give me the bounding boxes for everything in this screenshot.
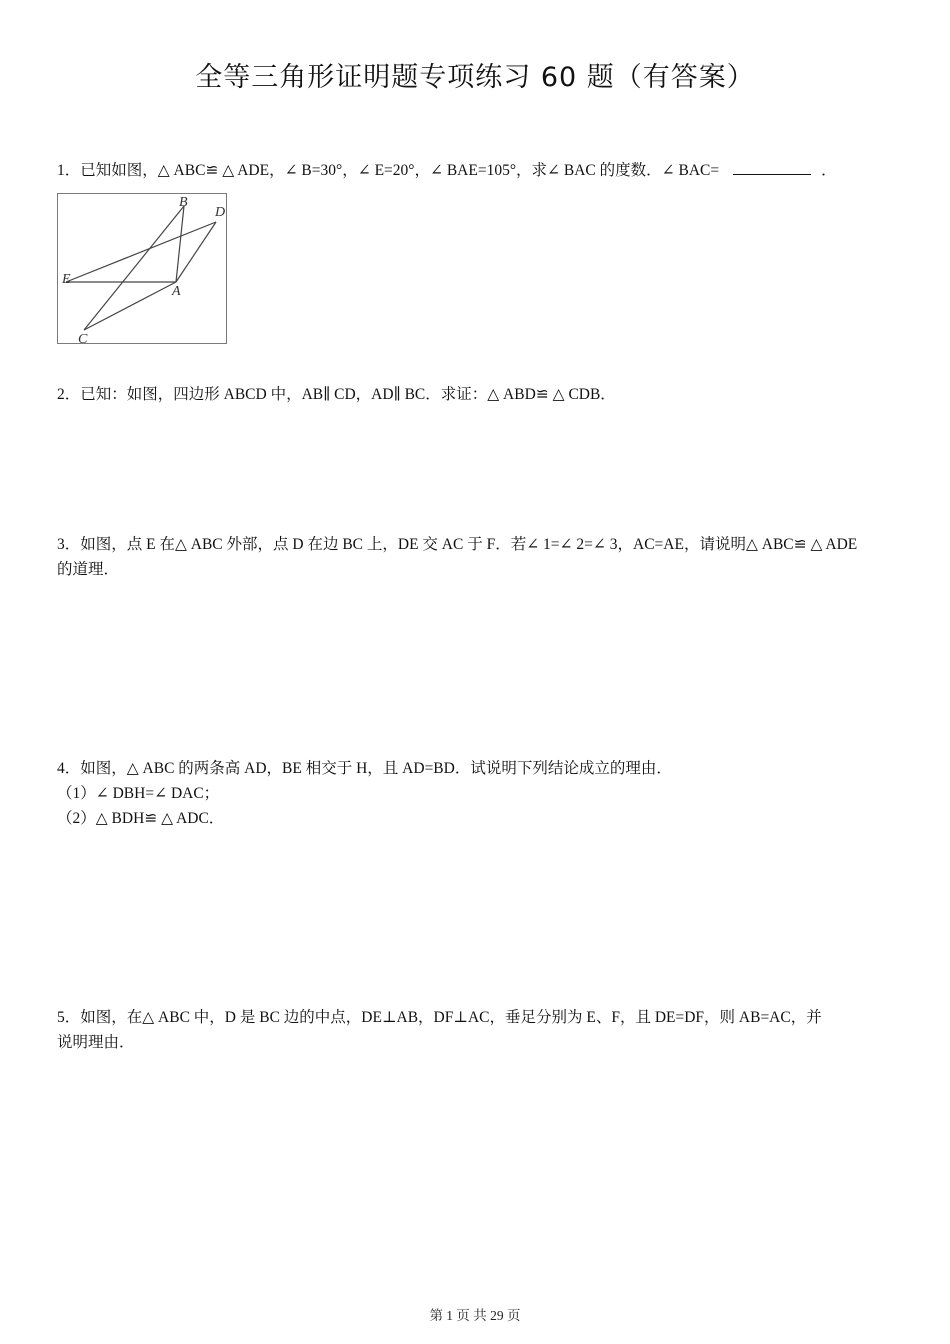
question-4-text: 4．如图，△ ABC 的两条高 AD，BE 相交于 H，且 AD=BD．试说明下列结论成立的理由． bbox=[57, 760, 672, 777]
page-title: 全等三角形证明题专项练习 60 题（有答案） bbox=[195, 62, 755, 93]
segment-ed bbox=[66, 222, 216, 282]
label-b: B bbox=[179, 195, 188, 210]
question-5 bbox=[57, 1005, 897, 1055]
question-1-text: 1．已知如图，△ ABC≌ △ ADE，∠ B=30°，∠ E=20°，∠ BAE=105°，求∠ BAC 的度数．∠ BAC= bbox=[57, 162, 720, 179]
question-1-tail: ． bbox=[821, 162, 837, 179]
question-1 bbox=[57, 158, 897, 183]
segment-bc bbox=[84, 206, 184, 330]
question-5-text: 5．如图，在△ ABC 中，D 是 BC 边的中点，DE⊥AB，DF⊥AC，垂足分别为 E、F，且 DE=DF，则 AB=AC，并 bbox=[57, 1009, 822, 1026]
segment-ab bbox=[176, 206, 184, 282]
question-1-figure bbox=[57, 193, 227, 344]
question-3-text: 3．如图，点 E 在△ ABC 外部，点 D 在边 BC 上，DE 交 AC 于 F．若∠ 1=∠ 2=∠ 3，AC=AE，请说明△ ABC≌ △ ADE bbox=[57, 536, 858, 553]
triangle-diagram bbox=[58, 194, 226, 343]
answer-blank bbox=[733, 162, 811, 175]
question-2-text: 2．已知：如图，四边形 ABCD 中，AB∥ CD，AD∥ BC．求证：△ ABD≌ △ CDB． bbox=[57, 386, 616, 403]
question-4-part-1: （1）∠ DBH=∠ DAC； bbox=[57, 785, 220, 802]
question-4 bbox=[57, 756, 897, 831]
question-4-part-2: （2）△ BDH≌ △ ADC． bbox=[57, 810, 225, 827]
question-3 bbox=[57, 532, 897, 582]
page-footer: 第 1 页 共 29 页 bbox=[429, 1308, 521, 1323]
segment-ac bbox=[84, 282, 176, 330]
label-d: D bbox=[215, 205, 226, 220]
segment-ad bbox=[176, 222, 216, 282]
label-c: C bbox=[78, 332, 88, 343]
question-3-text-cont: 的道理． bbox=[57, 561, 120, 578]
label-e: E bbox=[62, 272, 71, 287]
question-2 bbox=[57, 382, 897, 407]
question-5-text-cont: 说明理由． bbox=[57, 1034, 135, 1051]
label-a: A bbox=[172, 284, 181, 299]
